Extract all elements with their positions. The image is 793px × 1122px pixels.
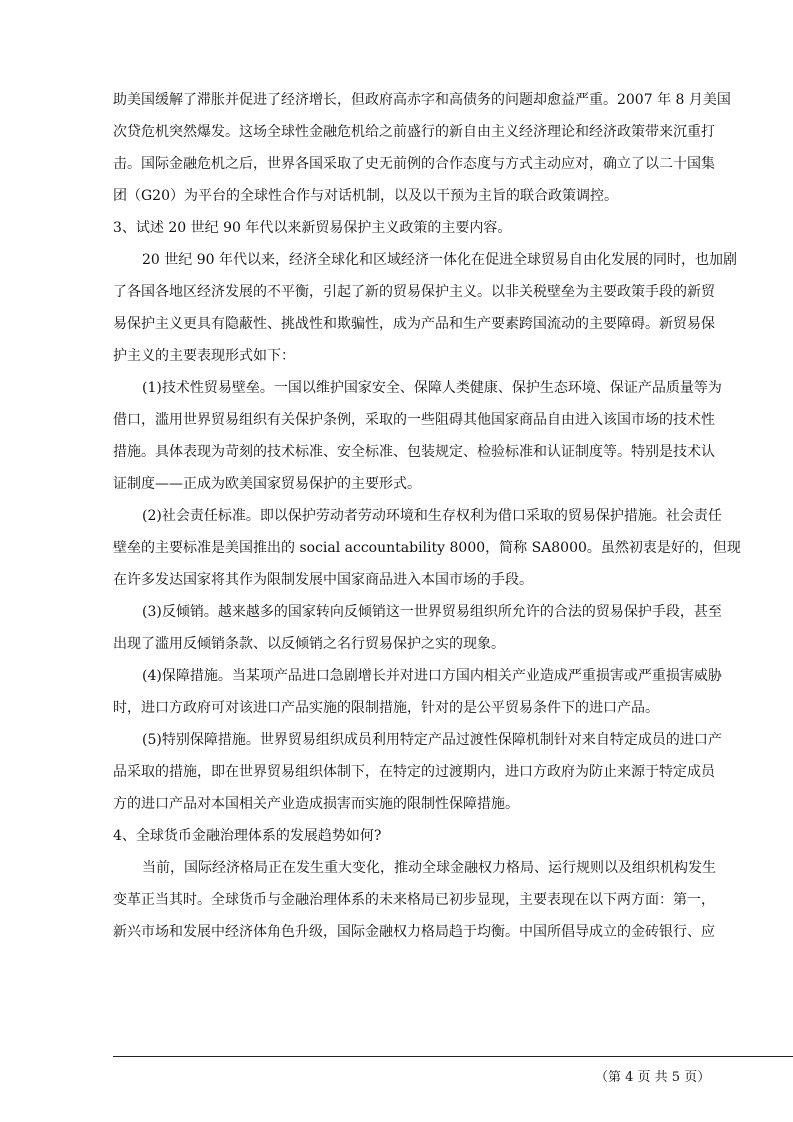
paragraph — [113, 660, 722, 724]
text-line: (5)特别保障措施。世界贸易组织成员利用特定产品过渡性保障机制针对来自特定成员的进口产 — [142, 732, 722, 748]
text-line: 了各国各地区经济发展的不平衡，引起了新的贸易保护主义。以非关税壁垒为主要政策手段的新贸 — [113, 284, 715, 300]
text-line: 护主义的主要表现形式如下： — [113, 348, 295, 364]
paragraph — [113, 852, 716, 948]
footer-divider — [113, 1056, 793, 1057]
paragraph — [113, 372, 722, 500]
text-line: 新兴市场和发展中经济体角色升级，国际金融权力格局趋于均衡。中国所倡导成立的金砖银行、应 — [113, 924, 715, 940]
text-line: (3)反倾销。越来越多的国家转向反倾销这一世界贸易组织所允许的合法的贸易保护手段，甚至 — [142, 604, 722, 620]
text-line: 助美国缓解了滞胀并促进了经济增长，但政府高赤字和高债务的问题却愈益严重。2007 年 8 月美国 — [113, 92, 731, 108]
paragraph — [113, 84, 731, 212]
text-line: 20 世纪 90 年代以来，经济全球化和区域经济一体化在促进全球贸易自由化发展的同时，也加剧 — [142, 252, 737, 268]
text-line: 团（G20）为平台的全球性合作与对话机制，以及以干预为主旨的联合政策调控。 — [113, 188, 618, 204]
text-line: 时，进口方政府可对该进口产品实施的限制措施，针对的是公平贸易条件下的进口产品。 — [113, 700, 659, 716]
paragraph — [113, 500, 741, 596]
text-line: 出现了滥用反倾销条款、以反倾销之名行贸易保护之实的现象。 — [113, 636, 505, 652]
text-line: 壁垒的主要标准是美国推出的 social accountability 8000，简称 SA8000。虽然初衷是好的，但现 — [113, 540, 741, 556]
text-line: 证制度——正成为欧美国家贸易保护的主要形式。 — [113, 476, 421, 492]
text-line: 变革正当其时。全球货币与金融治理体系的未来格局已初步显现，主要表现在以下两方面：第一， — [113, 892, 715, 908]
question-heading — [113, 212, 693, 244]
text-line: (4)保障措施。当某项产品进口急剧增长并对进口方国内相关产业造成严重损害或严重损害威胁 — [142, 668, 722, 684]
paragraph — [113, 596, 722, 660]
document-body — [113, 84, 741, 948]
text-line: 措施。具体表现为苛刻的技术标准、安全标准、包装规定、检验标准和认证制度等。特别是技术认 — [113, 444, 715, 460]
text-line: 借口，滥用世界贸易组织有关保护条例，采取的一些阻碍其他国家商品自由进入该国市场的技术性 — [113, 412, 715, 428]
text-line: 4、全球货币金融治理体系的发展趋势如何? — [113, 828, 382, 844]
paragraph — [113, 724, 722, 820]
text-line: 品采取的措施，即在世界贸易组织体制下，在特定的过渡期内，进口方政府为防止来源于特定成员 — [113, 764, 715, 780]
text-line: 方的进口产品对本国相关产业造成损害而实施的限制性保障措施。 — [113, 796, 519, 812]
text-line: 3、试述 20 世纪 90 年代以来新贸易保护主义政策的主要内容。 — [113, 220, 512, 236]
text-line: (2)社会责任标准。即以保护劳动者劳动环境和生存权利为借口采取的贸易保护措施。社会责任 — [142, 508, 722, 524]
page-number: （第 4 页 共 5 页） — [595, 1070, 711, 1085]
paragraph — [113, 244, 737, 372]
text-line: (1)技术性贸易壁垒。一国以维护国家安全、保障人类健康、保护生态环境、保证产品质量等为 — [142, 380, 722, 396]
text-line: 击。国际金融危机之后，世界各国采取了史无前例的合作态度与方式主动应对，确立了以二十国集 — [113, 156, 715, 172]
text-line: 次贷危机突然爆发。这场全球性金融危机给之前盛行的新自由主义经济理论和经济政策带来沉重打 — [113, 124, 715, 140]
text-line: 易保护主义更具有隐蔽性、挑战性和欺骗性，成为产品和生产要素跨国流动的主要障碍。新贸易保 — [113, 316, 715, 332]
text-line: 在许多发达国家将其作为限制发展中国家商品进入本国市场的手段。 — [113, 572, 533, 588]
question-heading — [113, 820, 693, 852]
text-line: 当前，国际经济格局正在发生重大变化，推动全球金融权力格局、运行规则以及组织机构发生 — [142, 860, 716, 876]
